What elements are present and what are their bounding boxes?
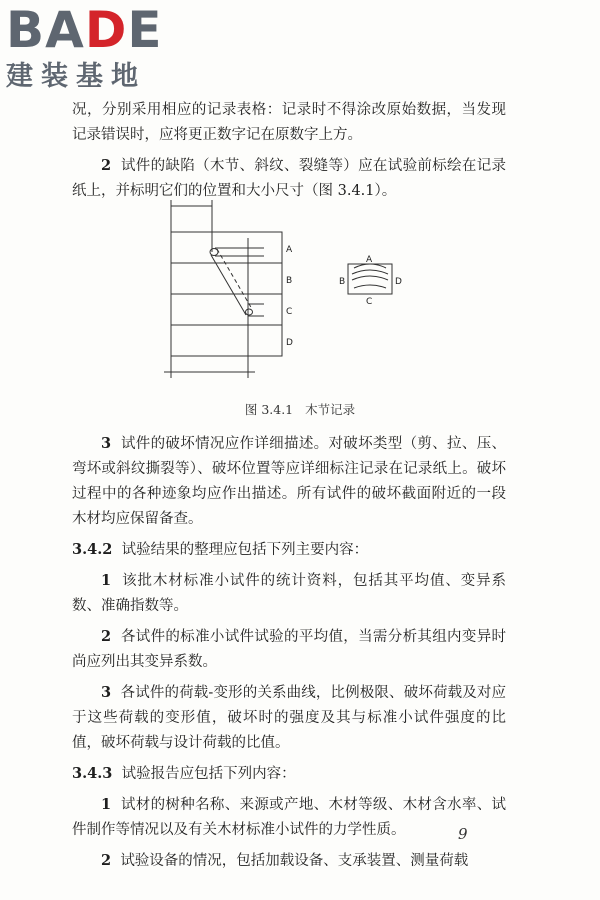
paragraph (72, 680, 506, 756)
region-label: B (286, 276, 293, 286)
cross-label-top: A (366, 255, 373, 265)
paragraph-text: 试材的树种名称、来源或产地、木材等级、木材含水率、试件制作等情况以及有关木材标准小试件的力学性质。 (72, 797, 507, 838)
region-labels (286, 245, 293, 348)
logo-subtitle: 建装基地 (6, 61, 146, 92)
page-number: 9 (458, 825, 468, 843)
region-label: C (286, 307, 293, 317)
item-number: 3 (101, 684, 112, 701)
item-number: 3 (101, 435, 112, 452)
paragraph (72, 568, 506, 619)
cross-label-left: B (339, 277, 346, 287)
logo-letters-ba: BA (6, 1, 85, 59)
region-label: A (286, 245, 293, 255)
section-heading (72, 761, 506, 787)
caption-title: 木节记录 (305, 402, 356, 417)
bade-logo (6, 2, 176, 94)
paragraph (72, 98, 506, 148)
figure-3-4-1 (140, 192, 480, 396)
paragraph (72, 792, 506, 843)
item-number: 2 (101, 628, 112, 645)
item-number: 1 (101, 572, 112, 589)
knot-record-diagram (140, 192, 480, 396)
item-number: 2 (101, 852, 112, 869)
paragraph-text: 各试件的标准小试件试验的平均值，当需分析其组内变异时尚应列出其变异系数。 (72, 629, 507, 670)
logo-letter-e: E (127, 1, 163, 59)
section-number: 3.4.3 (72, 765, 113, 782)
region-label: D (286, 338, 293, 348)
paragraph-text: 试验设备的情况，包括加载设备、支承装置、测量荷载 (120, 853, 469, 869)
cross-label-bottom: C (366, 297, 373, 307)
item-number: 1 (101, 796, 112, 813)
paragraph (72, 848, 506, 874)
body-text-bottom (72, 431, 506, 879)
paragraph-text: 况，分别采用相应的记录表格：记录时不得涂改原始数据，当发现记录错误时，应将更正数字记在原数字上方。 (72, 102, 506, 143)
paragraph-text: 该批木材标准小试件的统计资料，包括其平均值、变异系数、准确指数等。 (72, 573, 507, 614)
paragraph (72, 431, 506, 532)
paragraph-text: 各试件的荷载-变形的关系曲线，比例极限、破坏荷载及对应于这些荷载的变形值，破坏时的强度及其与标准小试件强度的比值，破坏荷载与设计荷载的比值。 (72, 685, 507, 751)
cross-label-right: D (395, 277, 402, 287)
paragraph-text: 试件的破坏情况应作详细描述。对破坏类型（剪、拉、压、弯坏或斜纹撕裂等）、破坏位置等应详细标注记录在记录纸上。破坏过程中的各种迹象均应作出描述。所有试件的破坏截面附近的一段木材均应保留备查。 (72, 436, 507, 527)
paragraph-text: 试验结果的整理应包括下列主要内容： (121, 542, 369, 558)
logo-wordmark (6, 2, 176, 58)
figure-caption (0, 400, 600, 418)
logo-letter-accent: D (84, 1, 128, 59)
paragraph-text: 试验报告应包括下列内容： (121, 766, 296, 782)
paragraph (72, 624, 506, 675)
caption-number: 图 3.4.1 (244, 402, 294, 417)
item-number: 2 (101, 157, 112, 174)
section-heading (72, 537, 506, 563)
section-number: 3.4.2 (72, 541, 113, 558)
paragraph-text: 试件的缺陷（木节、斜纹、裂缝等）应在试验前标绘在记录纸上，并标明它们的位置和大小尺寸（图 3.4.1）。 (72, 158, 507, 199)
